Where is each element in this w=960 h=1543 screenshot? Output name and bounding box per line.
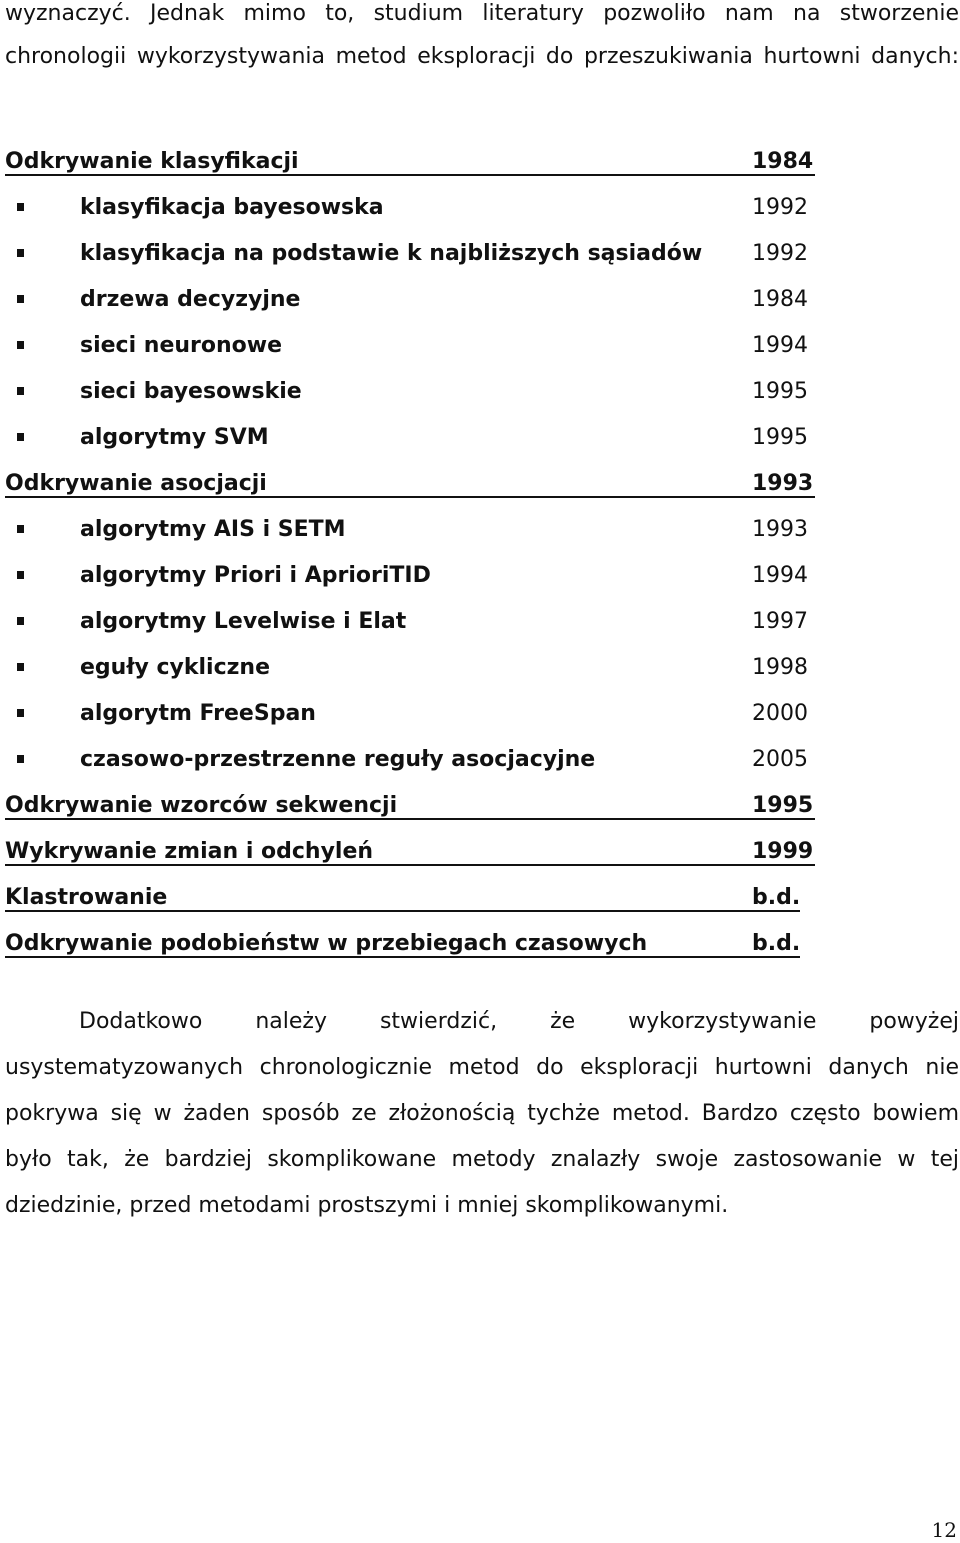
method-label: czasowo-przestrzenne reguły asocjacyjne: [80, 747, 596, 772]
method-list-item: [5, 194, 817, 240]
square-bullet-icon: [17, 571, 24, 579]
category-year: b.d.: [752, 931, 801, 956]
method-label: sieci bayesowskie: [80, 379, 302, 404]
method-list-item: [5, 378, 817, 424]
category-year: 1999: [752, 839, 814, 864]
square-bullet-icon: [17, 525, 24, 533]
method-label: sieci neuronowe: [80, 333, 283, 358]
method-list-item: [5, 516, 817, 562]
category-label: Odkrywanie podobieństw w przebiegach czasowych: [5, 931, 648, 956]
heading-underline: [5, 956, 800, 958]
category-time-series-similarity-heading: [5, 930, 817, 976]
category-classification-heading: [5, 148, 817, 194]
square-bullet-icon: [17, 755, 24, 763]
method-label: klasyfikacja na podstawie k najbliższych sąsiadów: [80, 241, 703, 266]
method-label: algorytmy Levelwise i Elat: [80, 609, 407, 634]
method-list-item: [5, 424, 817, 470]
method-label: algorytm FreeSpan: [80, 701, 316, 726]
category-label: Odkrywanie wzorców sekwencji: [5, 793, 398, 818]
category-year: 1984: [752, 149, 814, 174]
method-list-item: [5, 654, 817, 700]
category-year: b.d.: [752, 885, 801, 910]
method-year: 1994: [752, 563, 808, 588]
method-list-item: [5, 240, 817, 286]
paragraph-line-5: dziedzinie, przed metodami prostszymi i mniej skomplikowanymi.: [5, 1193, 729, 1218]
method-list-item: [5, 562, 817, 608]
intro-text-line-2: chronologii wykorzystywania metod eksploracji do przeszukiwania hurtowni danych:: [5, 44, 959, 69]
square-bullet-icon: [17, 709, 24, 717]
method-year: 1992: [752, 195, 808, 220]
intro-text-line-1: wyznaczyć. Jednak mimo to, studium literatury pozwoliło nam na stworzenie: [5, 1, 959, 26]
square-bullet-icon: [17, 341, 24, 349]
paragraph-line-3: pokrywa się w żaden sposób ze złożonością tychże metod. Bardzo często bowiem: [5, 1101, 959, 1126]
method-label: eguły cykliczne: [80, 655, 271, 680]
paragraph-line-4: było tak, że bardziej skomplikowane metody znalazły swoje zastosowanie w tej: [5, 1147, 959, 1172]
heading-underline: [5, 174, 815, 176]
method-list-item: [5, 746, 817, 792]
method-year: 1994: [752, 333, 808, 358]
heading-underline: [5, 496, 815, 498]
method-year: 1995: [752, 379, 808, 404]
method-year: 1995: [752, 425, 808, 450]
method-list-item: [5, 700, 817, 746]
category-change-detection-heading: [5, 838, 817, 884]
method-year: 1997: [752, 609, 808, 634]
heading-underline: [5, 864, 815, 866]
heading-underline: [5, 818, 815, 820]
method-year: 1998: [752, 655, 808, 680]
category-label: Odkrywanie klasyfikacji: [5, 149, 299, 174]
category-label: Klastrowanie: [5, 885, 168, 910]
method-year: 1993: [752, 517, 808, 542]
method-year: 2000: [752, 701, 808, 726]
category-label: Odkrywanie asocjacji: [5, 471, 267, 496]
method-year: 1984: [752, 287, 808, 312]
page-number: 12: [931, 1518, 957, 1542]
category-label: Wykrywanie zmian i odchyleń: [5, 839, 374, 864]
category-association-heading: [5, 470, 817, 516]
square-bullet-icon: [17, 249, 24, 257]
method-label: algorytmy Priori i AprioriTID: [80, 563, 431, 588]
square-bullet-icon: [17, 387, 24, 395]
method-list-item: [5, 608, 817, 654]
method-label: algorytmy SVM: [80, 425, 269, 450]
method-list-item: [5, 332, 817, 378]
methods-chronology-list: [5, 148, 817, 976]
method-label: klasyfikacja bayesowska: [80, 195, 384, 220]
method-label: algorytmy AIS i SETM: [80, 517, 346, 542]
method-list-item: [5, 286, 817, 332]
category-year: 1993: [752, 471, 814, 496]
method-year: 2005: [752, 747, 808, 772]
category-year: 1995: [752, 793, 814, 818]
square-bullet-icon: [17, 663, 24, 671]
square-bullet-icon: [17, 433, 24, 441]
square-bullet-icon: [17, 203, 24, 211]
method-label: drzewa decyzyjne: [80, 287, 301, 312]
heading-underline: [5, 910, 800, 912]
paragraph-line-1: Dodatkowo należy stwierdzić, że wykorzystywanie powyżej: [79, 1009, 959, 1034]
paragraph-line-2: usystematyzowanych chronologicznie metod do eksploracji hurtowni danych nie: [5, 1055, 959, 1080]
method-year: 1992: [752, 241, 808, 266]
square-bullet-icon: [17, 295, 24, 303]
square-bullet-icon: [17, 617, 24, 625]
category-sequence-patterns-heading: [5, 792, 817, 838]
category-clustering-heading: [5, 884, 817, 930]
